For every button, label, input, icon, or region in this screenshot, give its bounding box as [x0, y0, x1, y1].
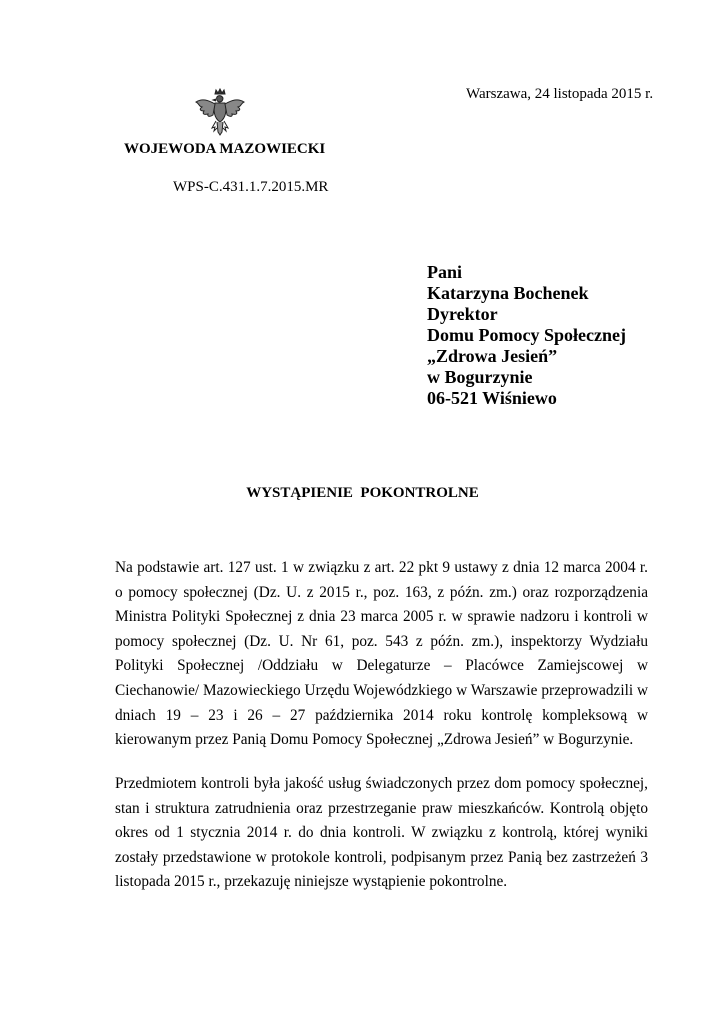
addressee-line: „Zdrowa Jesień”: [427, 346, 558, 366]
addressee-line: 06-521 Wiśniewo: [427, 388, 557, 408]
addressee-line: Domu Pomocy Społecznej: [427, 325, 626, 345]
addressee-line: w Bogurzynie: [427, 367, 533, 387]
body-paragraph: Na podstawie art. 127 ust. 1 w związku z art. 22 pkt 9 ustawy z dnia 12 marca 2004 r. o pomocy społecznej (Dz. U. z 2015 r., poz. 163, z późn. zm.) oraz rozporządzenia Ministra Polityki Społecznej z dnia 23 marca 2005 r. w sprawie nadzoru i kontroli w pomocy społecznej (Dz. U. Nr 61, poz. 543 z późn. zm.), inspektorzy Wydziału Polityki Społecznej /Oddziału w Delegaturze – Placówce Zamiejscowej w Ciechanowie/ Mazowieckiego Urzędu Wojewódzkiego w Warszawie przeprowadzili w dniach 19 – 23 i 26 – 27 października 2014 roku kontrolę kompleksową w kierowanym przez Panią Domu Pomocy Społecznej „Zdrowa Jesień” w Bogurzynie.: [115, 559, 648, 749]
addressee-block: [427, 262, 626, 409]
polish-eagle-emblem-icon: [194, 88, 246, 138]
addressee-line: Pani: [427, 262, 463, 282]
place-date: Warszawa, 24 listopada 2015 r.: [466, 86, 654, 102]
body-paragraph: Przedmiotem kontroli była jakość usług świadczonych przez dom pomocy społecznej, stan i struktura zatrudnienia oraz przestrzeganie praw mieszkańców. Kontrolą objęto okres od 1 stycznia 2014 r. do dnia kontroli. W związku z kontrolą, której wyniki zostały przedstawione w protokole kontroli, podpisanym przez Panią bez zastrzeżeń 3 listopada 2015 r., przekazuję niniejsze wystąpienie pokontrolne.: [115, 775, 648, 891]
addressee-line: Katarzyna Bochenek: [427, 283, 589, 303]
reference-number: WPS-C.431.1.7.2015.MR: [173, 179, 329, 195]
issuer-name: WOJEWODA MAZOWIECKI: [124, 141, 326, 157]
document-title: WYSTĄPIENIE POKONTROLNE: [246, 485, 479, 501]
addressee-line: Dyrektor: [427, 304, 498, 324]
